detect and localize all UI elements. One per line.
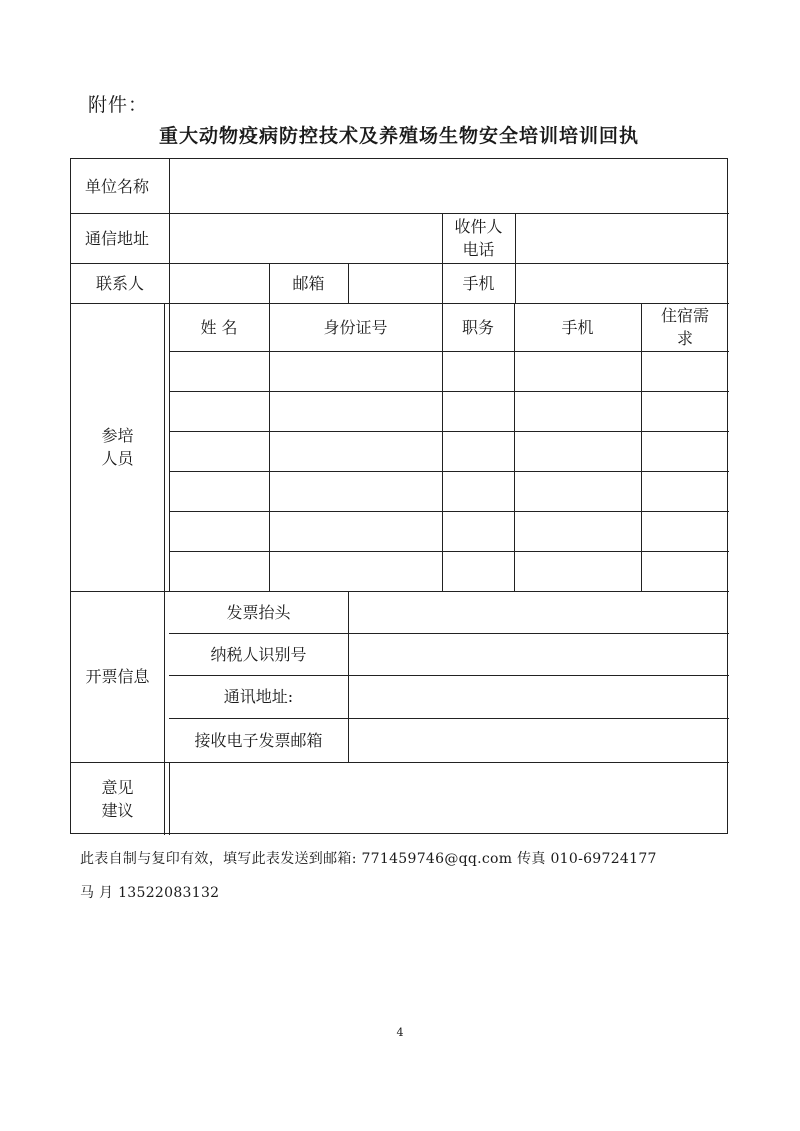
invoice-title-field[interactable] <box>349 592 728 632</box>
column-header-lodging <box>641 303 729 351</box>
footer-contact: 马 月 13522083132 <box>80 885 220 901</box>
suggestions-label <box>71 762 164 835</box>
footer-note: 此表自制与复印有效，填写此表发送到邮箱: 771459746@qq.com 传真 010-69724177 <box>80 851 657 867</box>
column-divider <box>164 303 165 835</box>
contact-label: 联系人 <box>95 273 144 293</box>
participants-label-line1: 参培 <box>101 426 134 445</box>
mobile-label: 手机 <box>462 273 495 293</box>
mailing-address-label: 通讯地址: <box>223 687 294 706</box>
contact-field[interactable] <box>170 264 268 302</box>
participants-label-line2: 人员 <box>101 449 134 468</box>
row-divider <box>169 351 729 352</box>
page-title: 重大动物疫病防控技术及养殖场生物安全培训培训回执 <box>158 125 639 147</box>
row-divider <box>169 431 729 432</box>
taxpayer-id-label: 纳税人识别号 <box>210 644 307 664</box>
suggestions-label-line2: 建议 <box>101 800 134 820</box>
recipient-phone-label-line2: 电话 <box>462 240 495 259</box>
invoice-title-label: 发票抬头 <box>226 602 291 622</box>
recipient-phone-field[interactable] <box>516 214 728 262</box>
registration-form <box>70 158 728 834</box>
address-label: 通信地址 <box>85 228 150 248</box>
page-number: 4 <box>396 1026 404 1039</box>
row-divider <box>169 391 729 392</box>
mailing-address-field[interactable] <box>349 676 728 717</box>
recipient-phone-label <box>442 213 515 263</box>
unit-name-field[interactable] <box>170 160 728 212</box>
email-label: 邮箱 <box>292 273 325 293</box>
einvoice-email-label: 接收电子发票邮箱 <box>194 730 323 750</box>
column-header-mobile: 手机 <box>561 317 594 337</box>
row-divider <box>169 471 729 472</box>
column-header-position: 职务 <box>461 317 494 337</box>
column-header-id-number: 身份证号 <box>323 317 388 337</box>
participants-label <box>71 303 164 591</box>
invoice-info-label: 开票信息 <box>85 667 150 686</box>
unit-name-label: 单位名称 <box>85 176 150 196</box>
column-header-lodging-line2: 求 <box>676 329 693 348</box>
email-field[interactable] <box>349 264 441 302</box>
suggestions-label-line1: 意见 <box>101 777 134 797</box>
recipient-phone-label-line1: 收件人 <box>454 217 503 236</box>
row-divider <box>169 551 729 552</box>
row-divider <box>169 511 729 512</box>
taxpayer-id-field[interactable] <box>349 634 728 674</box>
address-field[interactable] <box>170 214 441 262</box>
mobile-field[interactable] <box>516 264 728 302</box>
suggestions-field[interactable] <box>170 763 728 834</box>
attachment-label: 附件： <box>88 94 149 116</box>
column-header-lodging-line1: 住宿需 <box>660 306 709 325</box>
column-header-name: 姓 名 <box>200 317 238 337</box>
einvoice-email-field[interactable] <box>349 719 728 761</box>
